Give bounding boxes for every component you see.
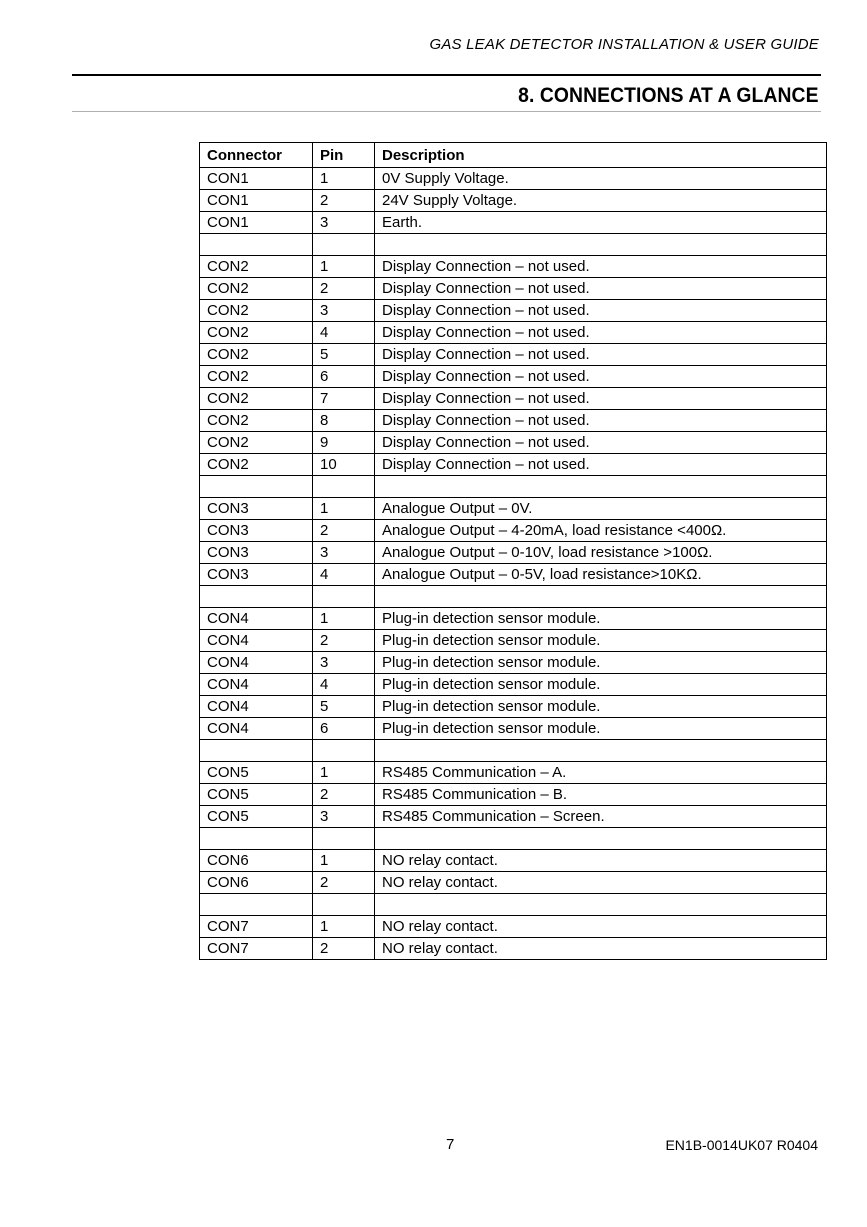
connector-cell: CON3 — [200, 520, 313, 542]
table-row — [200, 344, 827, 366]
table-row — [200, 322, 827, 344]
connector-cell: CON3 — [200, 564, 313, 586]
header-rule — [72, 74, 821, 76]
description-cell — [375, 586, 827, 608]
column-header-connector: Connector — [200, 143, 313, 168]
pin-cell: 2 — [313, 872, 375, 894]
table-row — [200, 674, 827, 696]
table-row — [200, 806, 827, 828]
table-row — [200, 872, 827, 894]
connector-cell: CON3 — [200, 498, 313, 520]
pin-cell: 7 — [313, 388, 375, 410]
pin-cell: 5 — [313, 344, 375, 366]
pin-cell: 3 — [313, 300, 375, 322]
description-cell: Display Connection – not used. — [375, 454, 827, 476]
connector-cell: CON4 — [200, 652, 313, 674]
description-cell: Display Connection – not used. — [375, 300, 827, 322]
connector-cell: CON6 — [200, 872, 313, 894]
table-row — [200, 520, 827, 542]
connector-cell: CON4 — [200, 674, 313, 696]
pin-cell: 2 — [313, 784, 375, 806]
pin-cell: 4 — [313, 322, 375, 344]
table-row — [200, 212, 827, 234]
connector-cell: CON6 — [200, 850, 313, 872]
pin-cell: 5 — [313, 696, 375, 718]
table-body — [200, 168, 827, 960]
pin-cell: 4 — [313, 564, 375, 586]
connector-cell: CON1 — [200, 190, 313, 212]
connector-cell: CON5 — [200, 762, 313, 784]
description-cell: Plug-in detection sensor module. — [375, 630, 827, 652]
pin-cell: 2 — [313, 938, 375, 960]
connector-cell: CON1 — [200, 212, 313, 234]
table-row — [200, 168, 827, 190]
connector-cell: CON4 — [200, 696, 313, 718]
pin-cell: 3 — [313, 806, 375, 828]
connections-table — [199, 142, 827, 960]
pin-cell: 1 — [313, 498, 375, 520]
description-cell: Display Connection – not used. — [375, 388, 827, 410]
description-cell: Display Connection – not used. — [375, 432, 827, 454]
description-cell: Display Connection – not used. — [375, 344, 827, 366]
description-cell: Plug-in detection sensor module. — [375, 696, 827, 718]
pin-cell: 3 — [313, 542, 375, 564]
table-row — [200, 410, 827, 432]
description-cell: 0V Supply Voltage. — [375, 168, 827, 190]
table-row — [200, 190, 827, 212]
description-cell: NO relay contact. — [375, 916, 827, 938]
table-row — [200, 564, 827, 586]
pin-cell: 6 — [313, 718, 375, 740]
connector-cell: CON2 — [200, 366, 313, 388]
connector-cell: CON2 — [200, 410, 313, 432]
table-row — [200, 300, 827, 322]
table-row — [200, 498, 827, 520]
pin-cell: 2 — [313, 520, 375, 542]
pin-cell — [313, 894, 375, 916]
pin-cell: 1 — [313, 762, 375, 784]
pin-cell: 3 — [313, 652, 375, 674]
pin-cell: 6 — [313, 366, 375, 388]
pin-cell — [313, 586, 375, 608]
description-cell: Analogue Output – 4-20mA, load resistance <400Ω. — [375, 520, 827, 542]
pin-cell: 1 — [313, 256, 375, 278]
table-row — [200, 234, 827, 256]
description-cell: Analogue Output – 0-10V, load resistance >100Ω. — [375, 542, 827, 564]
description-cell — [375, 828, 827, 850]
description-cell: NO relay contact. — [375, 850, 827, 872]
pin-cell: 1 — [313, 168, 375, 190]
pin-cell: 10 — [313, 454, 375, 476]
description-cell: Display Connection – not used. — [375, 366, 827, 388]
table-row — [200, 850, 827, 872]
table-row — [200, 366, 827, 388]
description-cell — [375, 894, 827, 916]
table-row — [200, 278, 827, 300]
connector-cell: CON2 — [200, 454, 313, 476]
description-cell: Earth. — [375, 212, 827, 234]
table-row — [200, 586, 827, 608]
pin-cell: 9 — [313, 432, 375, 454]
description-cell: Plug-in detection sensor module. — [375, 674, 827, 696]
table-row — [200, 784, 827, 806]
description-cell: Display Connection – not used. — [375, 278, 827, 300]
section-title: 8. CONNECTIONS AT A GLANCE — [518, 84, 819, 107]
table-row — [200, 630, 827, 652]
pin-cell — [313, 476, 375, 498]
table-row — [200, 454, 827, 476]
table-header-row — [200, 143, 827, 168]
description-cell: RS485 Communication – Screen. — [375, 806, 827, 828]
pin-cell: 4 — [313, 674, 375, 696]
connector-cell: CON3 — [200, 542, 313, 564]
table-row — [200, 762, 827, 784]
description-cell: Plug-in detection sensor module. — [375, 608, 827, 630]
table-row — [200, 432, 827, 454]
table-row — [200, 894, 827, 916]
connector-cell: CON1 — [200, 168, 313, 190]
description-cell — [375, 740, 827, 762]
pin-cell — [313, 828, 375, 850]
table-row — [200, 718, 827, 740]
pin-cell: 2 — [313, 278, 375, 300]
page-number: 7 — [446, 1136, 455, 1153]
connector-cell: CON7 — [200, 938, 313, 960]
pin-cell: 1 — [313, 608, 375, 630]
connector-cell: CON2 — [200, 300, 313, 322]
pin-cell: 8 — [313, 410, 375, 432]
description-cell: NO relay contact. — [375, 938, 827, 960]
description-cell: 24V Supply Voltage. — [375, 190, 827, 212]
description-cell: Analogue Output – 0V. — [375, 498, 827, 520]
connector-cell — [200, 586, 313, 608]
connector-cell — [200, 476, 313, 498]
table-row — [200, 740, 827, 762]
connector-cell: CON2 — [200, 344, 313, 366]
connector-cell: CON2 — [200, 278, 313, 300]
description-cell: Display Connection – not used. — [375, 256, 827, 278]
column-header-description: Description — [375, 143, 827, 168]
connector-cell: CON2 — [200, 322, 313, 344]
connector-cell: CON7 — [200, 916, 313, 938]
pin-cell: 3 — [313, 212, 375, 234]
connector-cell — [200, 894, 313, 916]
description-cell: Plug-in detection sensor module. — [375, 718, 827, 740]
connector-cell: CON5 — [200, 784, 313, 806]
table-row — [200, 608, 827, 630]
document-code: EN1B-0014UK07 R0404 — [665, 1137, 818, 1153]
connector-cell: CON4 — [200, 608, 313, 630]
pin-cell: 1 — [313, 916, 375, 938]
connector-cell: CON2 — [200, 388, 313, 410]
description-cell — [375, 476, 827, 498]
description-cell: RS485 Communication – B. — [375, 784, 827, 806]
connector-cell — [200, 740, 313, 762]
table-row — [200, 696, 827, 718]
running-header: GAS LEAK DETECTOR INSTALLATION & USER GUIDE — [429, 36, 819, 53]
table-row — [200, 542, 827, 564]
pin-cell — [313, 234, 375, 256]
connector-cell: CON2 — [200, 256, 313, 278]
connector-cell — [200, 234, 313, 256]
description-cell: Display Connection – not used. — [375, 410, 827, 432]
connector-cell: CON5 — [200, 806, 313, 828]
table-row — [200, 256, 827, 278]
description-cell: Analogue Output – 0-5V, load resistance>10KΩ. — [375, 564, 827, 586]
pin-cell — [313, 740, 375, 762]
description-cell: RS485 Communication – A. — [375, 762, 827, 784]
column-header-pin: Pin — [313, 143, 375, 168]
connector-cell: CON4 — [200, 718, 313, 740]
table-row — [200, 938, 827, 960]
description-cell: Plug-in detection sensor module. — [375, 652, 827, 674]
title-rule — [72, 111, 821, 112]
table-row — [200, 476, 827, 498]
table-row — [200, 388, 827, 410]
table-row — [200, 828, 827, 850]
description-cell: Display Connection – not used. — [375, 322, 827, 344]
pin-cell: 2 — [313, 630, 375, 652]
connector-cell — [200, 828, 313, 850]
description-cell — [375, 234, 827, 256]
description-cell: NO relay contact. — [375, 872, 827, 894]
table-row — [200, 652, 827, 674]
table-row — [200, 916, 827, 938]
connector-cell: CON4 — [200, 630, 313, 652]
pin-cell: 2 — [313, 190, 375, 212]
pin-cell: 1 — [313, 850, 375, 872]
connector-cell: CON2 — [200, 432, 313, 454]
